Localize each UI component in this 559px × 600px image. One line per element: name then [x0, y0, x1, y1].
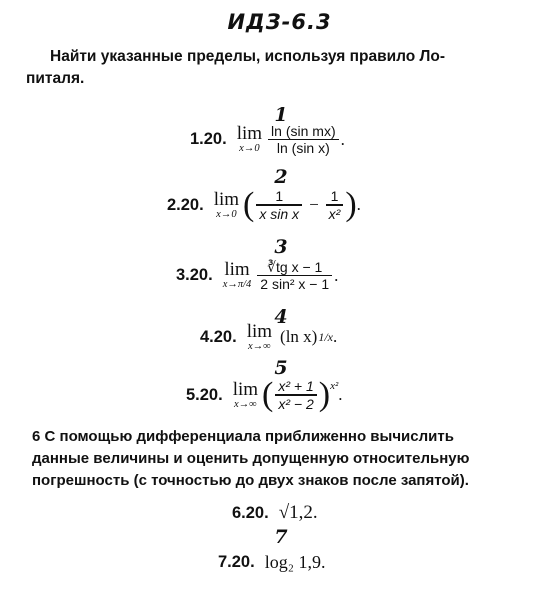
- lim-word: lim: [213, 188, 240, 210]
- problem-7-expression: log₂ 1,9.: [264, 552, 326, 572]
- problem-2-limit: [214, 190, 239, 221]
- period: .: [333, 327, 338, 347]
- period: .: [338, 385, 343, 404]
- problem-1-number: 1.20.: [190, 130, 227, 149]
- lim-word: lim: [236, 123, 263, 145]
- problem-5-number: 5.20.: [186, 385, 223, 404]
- problem-6: [232, 502, 318, 524]
- lim-subscript: x→0: [239, 143, 260, 155]
- problem-2: [167, 188, 361, 222]
- lim-word: lim: [232, 378, 259, 400]
- intro-line-1: Найти указанные пределы, используя правило Ло-: [50, 48, 446, 65]
- problem-4: [200, 322, 337, 353]
- period: .: [356, 195, 361, 214]
- lim-word: lim: [224, 259, 250, 281]
- lim-subscript: x→π/4: [222, 279, 252, 291]
- problem-5: [186, 378, 343, 412]
- numerator: x² + 1: [278, 378, 314, 395]
- problem-2-fraction-1: [256, 188, 302, 221]
- exponent: 1/x: [318, 329, 334, 344]
- problem-4-number: 4.20.: [200, 327, 237, 346]
- problem-3-header: 3: [274, 236, 288, 258]
- right-paren: ): [318, 376, 331, 413]
- lim-subscript: x→∞: [234, 398, 257, 410]
- problem-6-expression: √1,2.: [278, 502, 318, 523]
- problem-3-fraction: [257, 259, 332, 292]
- problem-4-limit: [247, 322, 272, 353]
- problem-4-header: 4: [274, 306, 288, 328]
- denominator: x² − 2: [278, 395, 314, 412]
- task6-line-3: погрешность (с точностью до двух знаков после запятой).: [32, 472, 469, 489]
- lim-subscript: x→0: [216, 208, 237, 220]
- task6-line-1: 6 С помощью дифференциала приближенно вычислить: [32, 428, 454, 445]
- problem-7-number: 7.20.: [218, 553, 255, 571]
- problem-2-fraction-2: [326, 188, 344, 221]
- minus-sign: −: [309, 195, 319, 214]
- problem-3-number: 3.20.: [176, 266, 213, 285]
- base-expression: (ln x): [280, 327, 318, 347]
- problem-1-fraction: [268, 123, 339, 156]
- problem-2-number: 2.20.: [167, 195, 204, 214]
- problem-5-limit: [233, 380, 258, 411]
- problem-7: [218, 552, 325, 573]
- period: .: [340, 129, 345, 149]
- problem-3: [176, 259, 338, 292]
- problem-1-limit: [237, 124, 262, 155]
- left-paren: (: [243, 186, 255, 223]
- problem-5-header: 5: [274, 357, 288, 379]
- problem-6-number: 6.20.: [232, 503, 269, 522]
- lim-word: lim: [246, 321, 273, 342]
- problem-2-header: 2: [274, 166, 288, 188]
- right-paren: ): [345, 186, 357, 223]
- problem-1: [190, 123, 345, 156]
- exponent: x²: [330, 380, 339, 392]
- period: .: [334, 265, 339, 285]
- problem-5-fraction: [275, 378, 316, 411]
- left-paren: (: [262, 376, 274, 413]
- problem-1-header: 1: [274, 104, 288, 126]
- intro-line-2: питаля.: [26, 70, 85, 87]
- task6-line-2: данные величины и оценить допущенную относительную: [32, 450, 470, 467]
- numerator: 1: [275, 188, 284, 205]
- denominator: x²: [328, 205, 341, 222]
- problem-3-limit: [223, 260, 252, 291]
- numerator: ∛tg x − 1: [267, 259, 323, 275]
- denominator: ln (sin x): [276, 140, 330, 157]
- denominator: x sin x: [259, 205, 300, 222]
- numerator: 1: [330, 188, 339, 205]
- numerator: ln (sin mx): [271, 123, 336, 139]
- lim-subscript: x→∞: [248, 341, 271, 352]
- problem-7-header: 7: [274, 526, 288, 548]
- denominator: 2 sin² x − 1: [260, 276, 330, 293]
- page-title: ИДЗ-6.3: [227, 10, 332, 34]
